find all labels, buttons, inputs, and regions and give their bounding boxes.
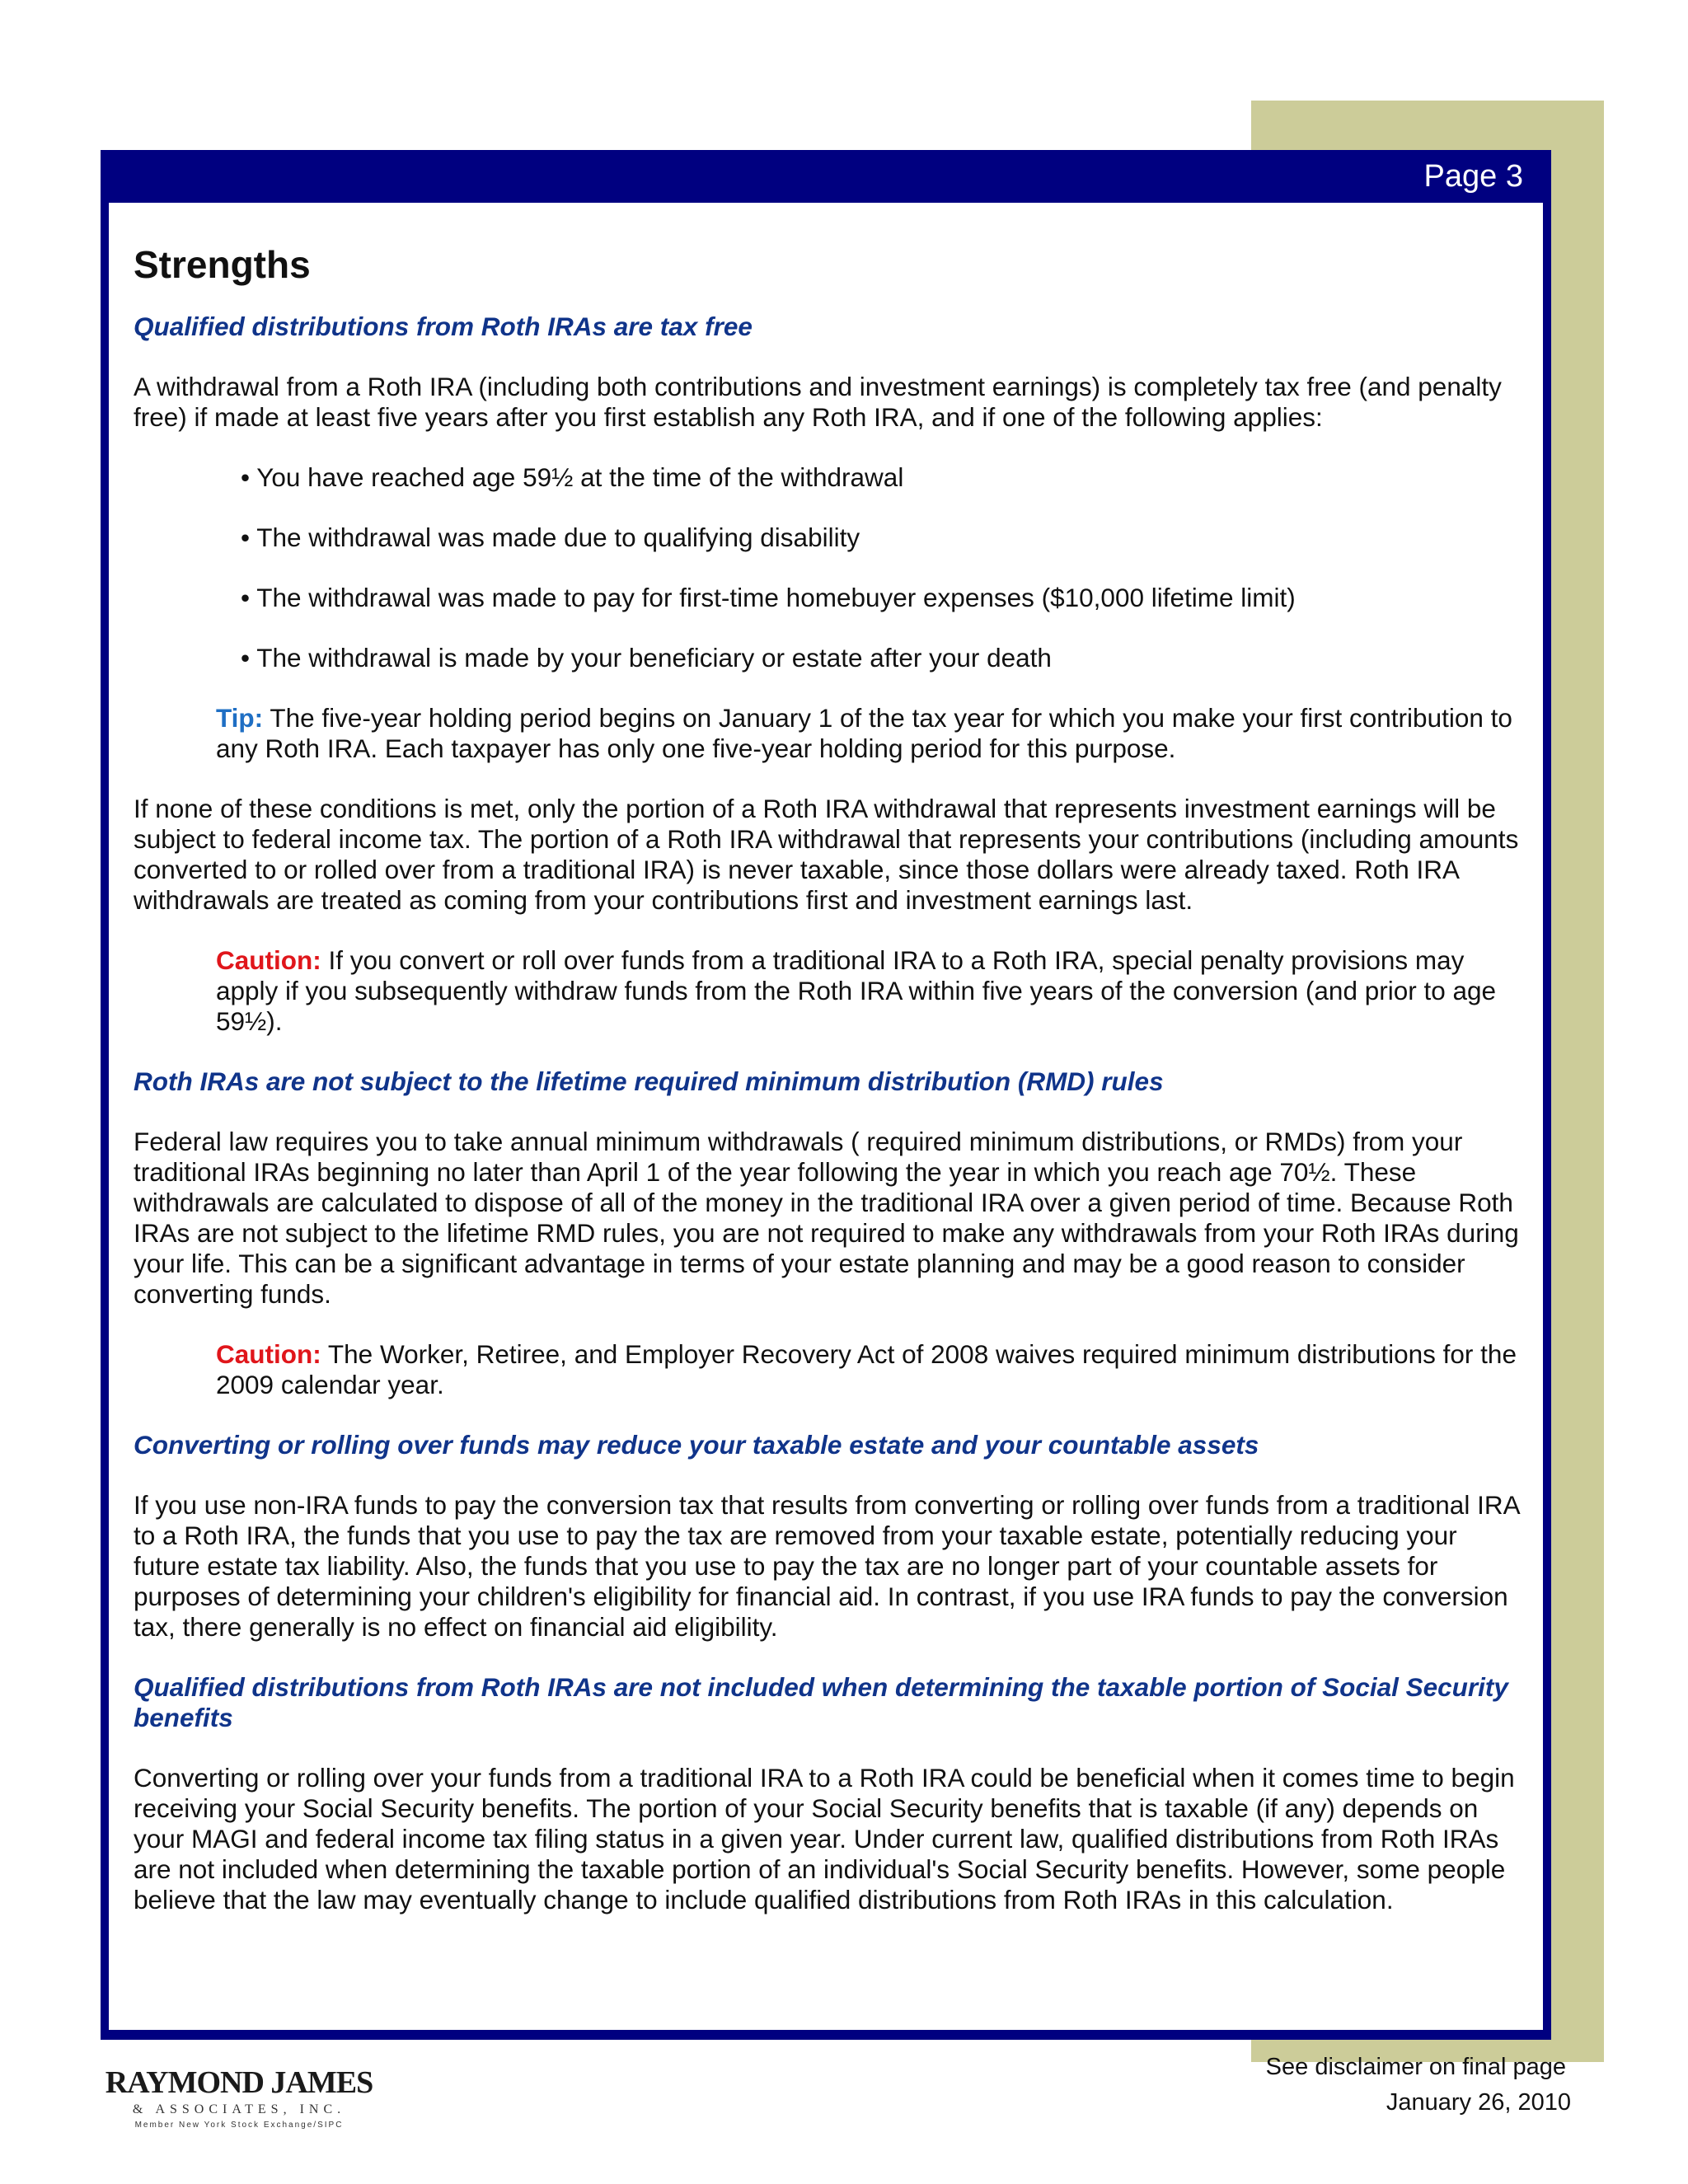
list-item: • You have reached age 59½ at the time of the withdrawal [241,462,904,492]
list-item: • The withdrawal is made by your beneficiary or estate after your death [241,643,1052,673]
caution-note [216,945,1520,1037]
tip-label: Tip: [216,703,264,733]
caution-note [216,1339,1520,1400]
caution-label: Caution: [216,1339,321,1369]
list-item: • The withdrawal was made due to qualifying disability [241,523,860,552]
subheading-social-security: Qualified distributions from Roth IRAs are not included when determining the taxable portion of Social Security benefits [134,1672,1508,1732]
logo-member-line: Member New York Stock Exchange/SIPC [134,2121,344,2130]
raymond-james-logo [99,2064,379,2130]
tip-note [216,703,1520,764]
subheading-rmd: Roth IRAs are not subject to the lifetime required minimum distribution (RMD) rules [134,1066,1164,1096]
subheading-tax-free: Qualified distributions from Roth IRAs are tax free [134,312,753,341]
paragraph-taxable-estate: If you use non-IRA funds to pay the conversion tax that results from converting or rolling over funds from a traditional IRA to a Roth IRA, the funds that you use to pay the tax are removed from your taxable estate, potentially reducing your future estate tax liability. Also, the funds that you use to pay the tax are no longer part of your countable assets for purposes of determining your children's eligibility for financial aid. In contrast, if you use IRA funds to pay the conversion tax, there generally is no effect on financial aid eligibility. [134,1490,1519,1642]
content-area [109,203,1543,2030]
tip-text: The five-year holding period begins on January 1 of the tax year for which you make your first contribution to any Roth IRA. Each taxpayer has only one five-year holding period for this purpose. [216,703,1512,763]
page-number: Page 3 [1423,158,1523,194]
subheading-taxable-estate: Converting or rolling over funds may reduce your taxable estate and your countable assets [134,1430,1259,1460]
caution-text: If you convert or roll over funds from a traditional IRA to a Roth IRA, special penalty provisions may apply if you subsequently withdraw funds from the Roth IRA within five years of the conversion (and prior to age 59½). [216,945,1497,1036]
paragraph-conditions-not-met: If none of these conditions is met, only the portion of a Roth IRA withdrawal that represents investment earnings will be subject to federal income tax. The portion of a Roth IRA withdrawal that represents your contributions (including amounts converted to or rolled over from a traditional IRA) is never taxable, since those dollars were already taxed. Roth IRA withdrawals are treated as coming from your contributions first and investment earnings last. [134,794,1519,915]
paragraph-social-security: Converting or rolling over your funds from a traditional IRA to a Roth IRA could be beneficial when it comes time to begin receiving your Social Security benefits. The portion of your Social Security benefits that is taxable (if any) depends on your MAGI and federal income tax filing status in a given year. Under current law, qualified distributions from Roth IRAs are not included when determining the taxable portion of an individual's Social Security benefits. However, some people believe that the law may eventually change to include qualified distributions from Roth IRAs in this calculation. [134,1763,1515,1915]
caution-label: Caution: [216,945,321,975]
caution-text: The Worker, Retiree, and Employer Recovery Act of 2008 waives required minimum distributions for the 2009 calendar year. [216,1339,1517,1399]
paragraph-intro: A withdrawal from a Roth IRA (including both contributions and investment earnings) is completely tax free (and penalty free) if made at least five years after you first establish any Roth IRA, and if one of the following applies: [134,372,1502,432]
logo-name: RAYMOND JAMES [105,2065,373,2100]
disclaimer-note: See disclaimer on final page [1265,2054,1566,2080]
section-title: Strengths [134,243,311,286]
logo-subtitle: & ASSOCIATES, INC. [132,2102,346,2116]
paragraph-rmd: Federal law requires you to take annual minimum withdrawals ( required minimum distributions, or RMDs) from your traditional IRAs beginning no later than April 1 of the year following the year in which you reach age 70½. These withdrawals are calculated to dispose of all of the money in the traditional IRA over a given period of time. Because Roth IRAs are not subject to the lifetime RMD rules, you are not required to make any withdrawals from your Roth IRAs during your life. This can be a significant advantage in terms of your estate planning and may be a good reason to consider converting funds. [134,1127,1519,1309]
conditions-list [241,462,1520,673]
document-date: January 26, 2010 [1386,2089,1571,2116]
list-item: • The withdrawal was made to pay for first-time homebuyer expenses ($10,000 lifetime limit) [241,583,1296,612]
page-frame [101,150,1551,2040]
header-bar [101,150,1551,203]
